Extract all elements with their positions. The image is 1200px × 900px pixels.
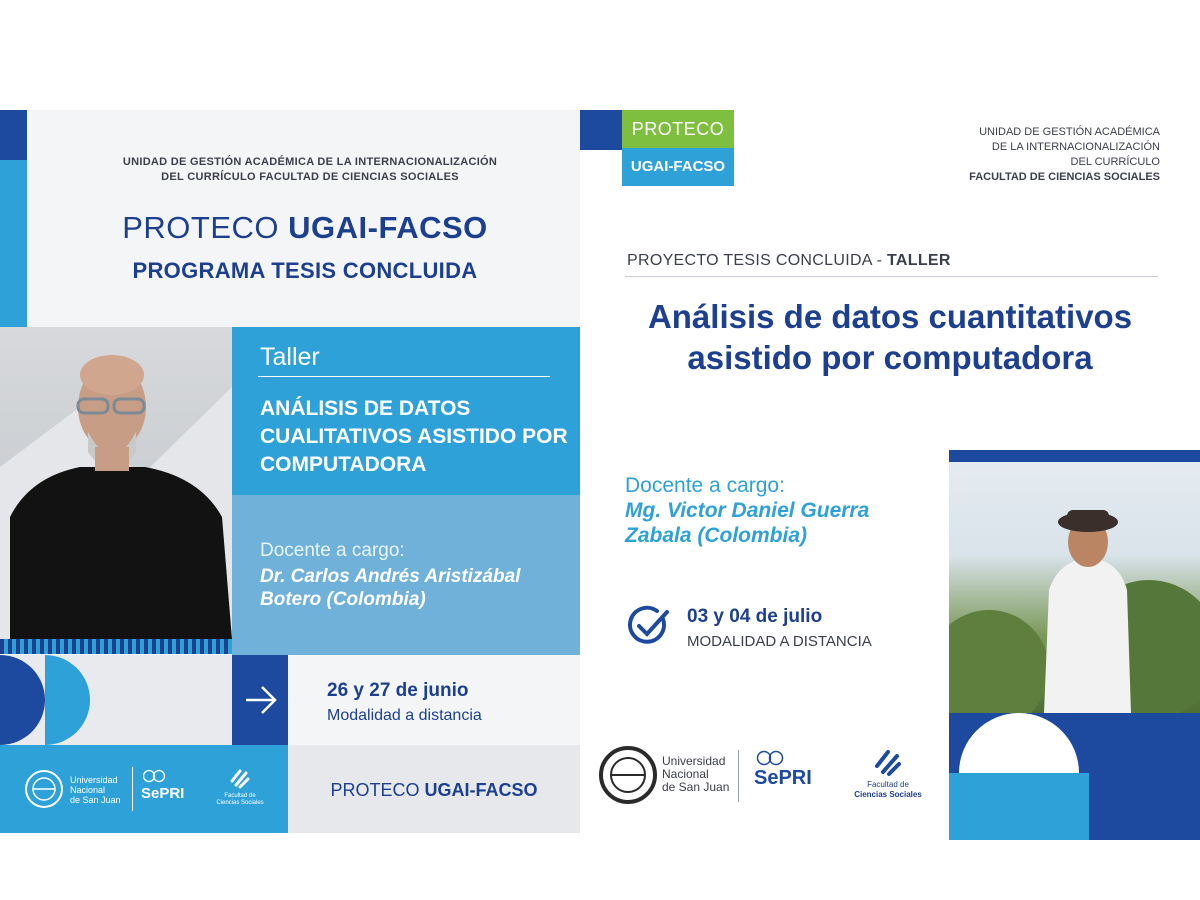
right-badge-ugai: UGAI-FACSO <box>622 148 734 186</box>
right-course-title: Análisis de datos cuantitativos asistido por computadora <box>647 298 1133 376</box>
right-unsj-logo-text: Universidad Nacional de San Juan <box>662 754 730 794</box>
left-decorative-shapes <box>0 655 232 745</box>
left-stripe-divider <box>0 639 232 654</box>
unsj-seal-icon <box>24 769 64 809</box>
right-docente-label: Docente a cargo: <box>625 474 785 497</box>
globe-icon <box>143 769 165 783</box>
right-poster <box>580 110 1200 840</box>
right-decorative-shapes <box>949 713 1200 840</box>
left-taller-label: Taller <box>260 343 320 371</box>
instructor-photo-left <box>0 327 232 639</box>
left-docente-label: Docente a cargo: <box>260 540 405 561</box>
left-course-title: ANÁLISIS DE DATOS CUALITATIVOS ASISTIDO POR COMPUTADORA <box>260 397 568 476</box>
right-sepri-logo: SePRI <box>754 767 812 789</box>
left-org-heading: UNIDAD DE GESTIÓN ACADÉMICA DE LA INTERNACIONALIZACIÓN DEL CURRÍCULO FACULTAD DE CIENCIAS SOCIALES <box>122 156 498 183</box>
left-facso-logo-text: Facultad de Ciencias Sociales <box>216 793 264 806</box>
right-event-modality: MODALIDAD A DISTANCIA <box>687 633 872 650</box>
left-poster <box>0 110 580 833</box>
left-logo-footer <box>0 745 288 833</box>
left-arrow-box <box>232 655 288 745</box>
left-docente-name: Dr. Carlos Andrés Aristizábal Botero (Colombia) <box>260 566 521 610</box>
right-unsj-seal <box>598 745 658 805</box>
left-event-date: 26 y 27 de junio <box>327 680 469 701</box>
check-circle-icon <box>627 605 669 647</box>
right-facso-logo-text: Facultad de Ciencias Sociales <box>854 780 922 799</box>
left-event-modality: Modalidad a distancia <box>327 707 482 724</box>
facso-emblem-icon <box>872 747 902 777</box>
right-docente-name: Mg. Victor Daniel Guerra Zabala (Colombia) <box>625 499 870 547</box>
right-photo-top-bar <box>949 450 1200 462</box>
left-program-subtitle: PROGRAMA TESIS CONCLUIDA <box>132 258 478 283</box>
unsj-seal-icon <box>598 745 658 805</box>
right-org-heading: UNIDAD DE GESTIÓN ACADÉMICA DE LA INTERNACIONALIZACIÓN DEL CURRÍCULO FACULTAD DE CIENCIAS SOCIALES <box>969 126 1160 183</box>
instructor-photo-right <box>949 450 1200 713</box>
arrow-right-icon <box>232 655 288 745</box>
left-program-title: PROTECO UGAI-FACSO <box>122 210 488 245</box>
left-accent-navy-block <box>0 110 27 160</box>
left-sepri-logo: SePRI <box>141 785 185 802</box>
globe-icon <box>756 750 784 766</box>
right-badge-proteco: PROTECO <box>622 110 734 148</box>
right-project-rule <box>625 276 1158 277</box>
facso-emblem-icon <box>228 767 250 789</box>
right-event-date: 03 y 04 de julio <box>687 606 823 627</box>
left-taller-rule <box>258 376 550 377</box>
right-accent-navy-block <box>580 110 622 150</box>
left-unsj-logo-text: Universidad Nacional de San Juan <box>70 775 121 805</box>
right-project-label: PROYECTO TESIS CONCLUIDA - TALLER <box>627 252 951 269</box>
left-footer-proteco: PROTECO UGAI-FACSO <box>330 780 538 800</box>
